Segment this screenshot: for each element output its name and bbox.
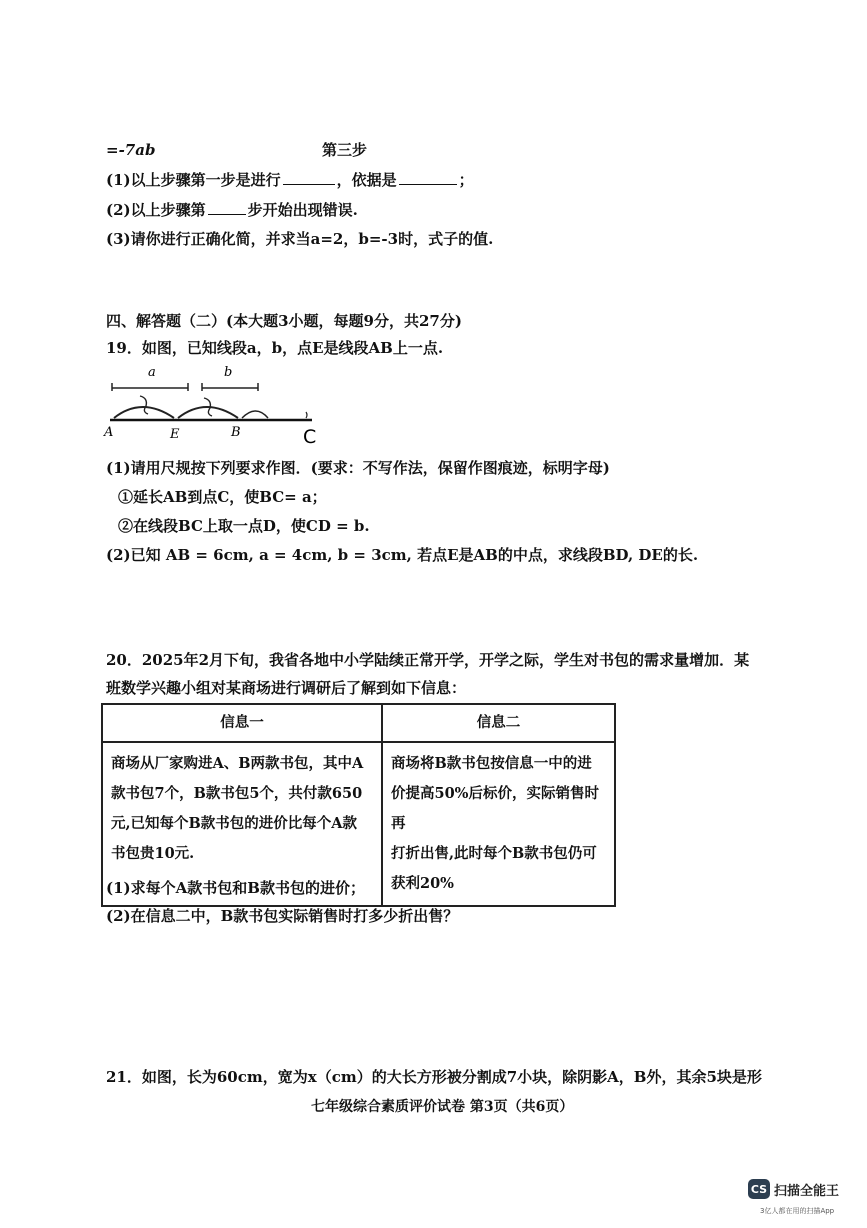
- question-2: [106, 200, 358, 220]
- question-1-part-c: ；: [458, 171, 474, 189]
- problem-21-stem: 21．如图，长为60cm，宽为x（cm）的大长方形被分割成7小块，除阴影A，B外，其余5块是形: [106, 1068, 762, 1086]
- problem-20-stem-2: 班数学兴趣小组对某商场进行调研后了解到如下信息：: [106, 679, 467, 697]
- problem-20-stem-1: 20．2025年2月下旬，我省各地中小学陆续正常开学，开学之际，学生对书包的需求量增加．某: [106, 651, 750, 669]
- problem-20-q2: (2)在信息二中，B款书包实际销售时打多少折出售？: [106, 907, 459, 925]
- scanner-logo-icon: CS: [748, 1179, 770, 1199]
- question-2-part-a: (2)以上步骤第: [106, 201, 206, 219]
- arc-mark-3: [306, 412, 307, 418]
- expression-line: [106, 140, 155, 160]
- section-heading: 四、解答题（二）(本大题3小题，每题9分，共27分): [106, 312, 462, 330]
- arc-mark-1: [140, 396, 148, 414]
- line-segment-diagram: [100, 360, 340, 450]
- info-cell-1-line: 款书包7个，B款书包5个，共付款650: [111, 785, 363, 802]
- info-table: [101, 703, 616, 907]
- info-cell-2-line: 打折出售,此时每个B款书包仍可: [391, 845, 597, 862]
- answer-blank-1[interactable]: [283, 170, 335, 185]
- problem-19-q1-ii: ②在线段BC上取一点D，使CD = b.: [118, 517, 370, 535]
- point-a-label: A: [104, 425, 114, 440]
- answer-blank-2[interactable]: [399, 170, 457, 185]
- question-1-part-a: (1)以上步骤第一步是进行: [106, 171, 281, 189]
- info-header-2: 信息二: [382, 704, 615, 742]
- info-cell-1-line: 书包贵10元.: [111, 845, 195, 862]
- scanner-watermark: [748, 1179, 839, 1199]
- info-cell-2: [382, 742, 615, 906]
- problem-20-q1: (1)求每个A款书包和B款书包的进价；: [106, 879, 365, 897]
- info-cell-1-line: 商场从厂家购进A、B两款书包，其中A: [111, 755, 364, 772]
- info-cell-2-line: 商场将B款书包按信息一中的进: [391, 755, 592, 772]
- info-cell-2-line: 价提高50%后标价，实际销售时再: [391, 785, 599, 832]
- question-1-part-b: ，依据是: [336, 171, 397, 189]
- page-footer: 七年级综合素质评价试卷 第3页（共6页）: [311, 1099, 574, 1115]
- problem-19-q1-i: ①延长AB到点C，使BC= a；: [118, 488, 327, 506]
- scanner-tagline: 3亿人都在用的扫描App: [760, 1207, 835, 1215]
- info-cell-1-line: 元,已知每个B款书包的进价比每个A款: [111, 815, 358, 832]
- problem-19-stem: 19．如图，已知线段a，b，点E是线段AB上一点.: [106, 339, 444, 357]
- info-cell-2-line: 获利20%: [391, 875, 454, 892]
- question-1: [106, 170, 474, 190]
- point-b-label: B: [231, 425, 241, 440]
- answer-blank-3[interactable]: [208, 200, 246, 215]
- label-a: a: [148, 365, 156, 380]
- info-header-1: 信息一: [102, 704, 382, 742]
- scanner-app-name: 扫描全能王: [774, 1183, 840, 1199]
- point-c-label: C: [303, 426, 317, 448]
- label-b: b: [224, 365, 233, 380]
- expression-text: =-7ab: [106, 141, 156, 159]
- step-label: 第三步: [322, 141, 368, 159]
- arc-bc: [242, 411, 268, 418]
- problem-19-q1: (1)请用尺规按下列要求作图．(要求：不写作法，保留作图痕迹，标明字母): [106, 459, 610, 477]
- point-e-label: E: [170, 427, 180, 442]
- question-3: (3)请你进行正确化简，并求当a=2，b=-3时，式子的值.: [106, 230, 494, 248]
- problem-19-q2: (2)已知 AB = 6cm, a = 4cm, b = 3cm, 若点E是AB的中点，求线段BD, DE的长.: [106, 546, 699, 564]
- question-2-part-b: 步开始出现错误.: [247, 201, 358, 219]
